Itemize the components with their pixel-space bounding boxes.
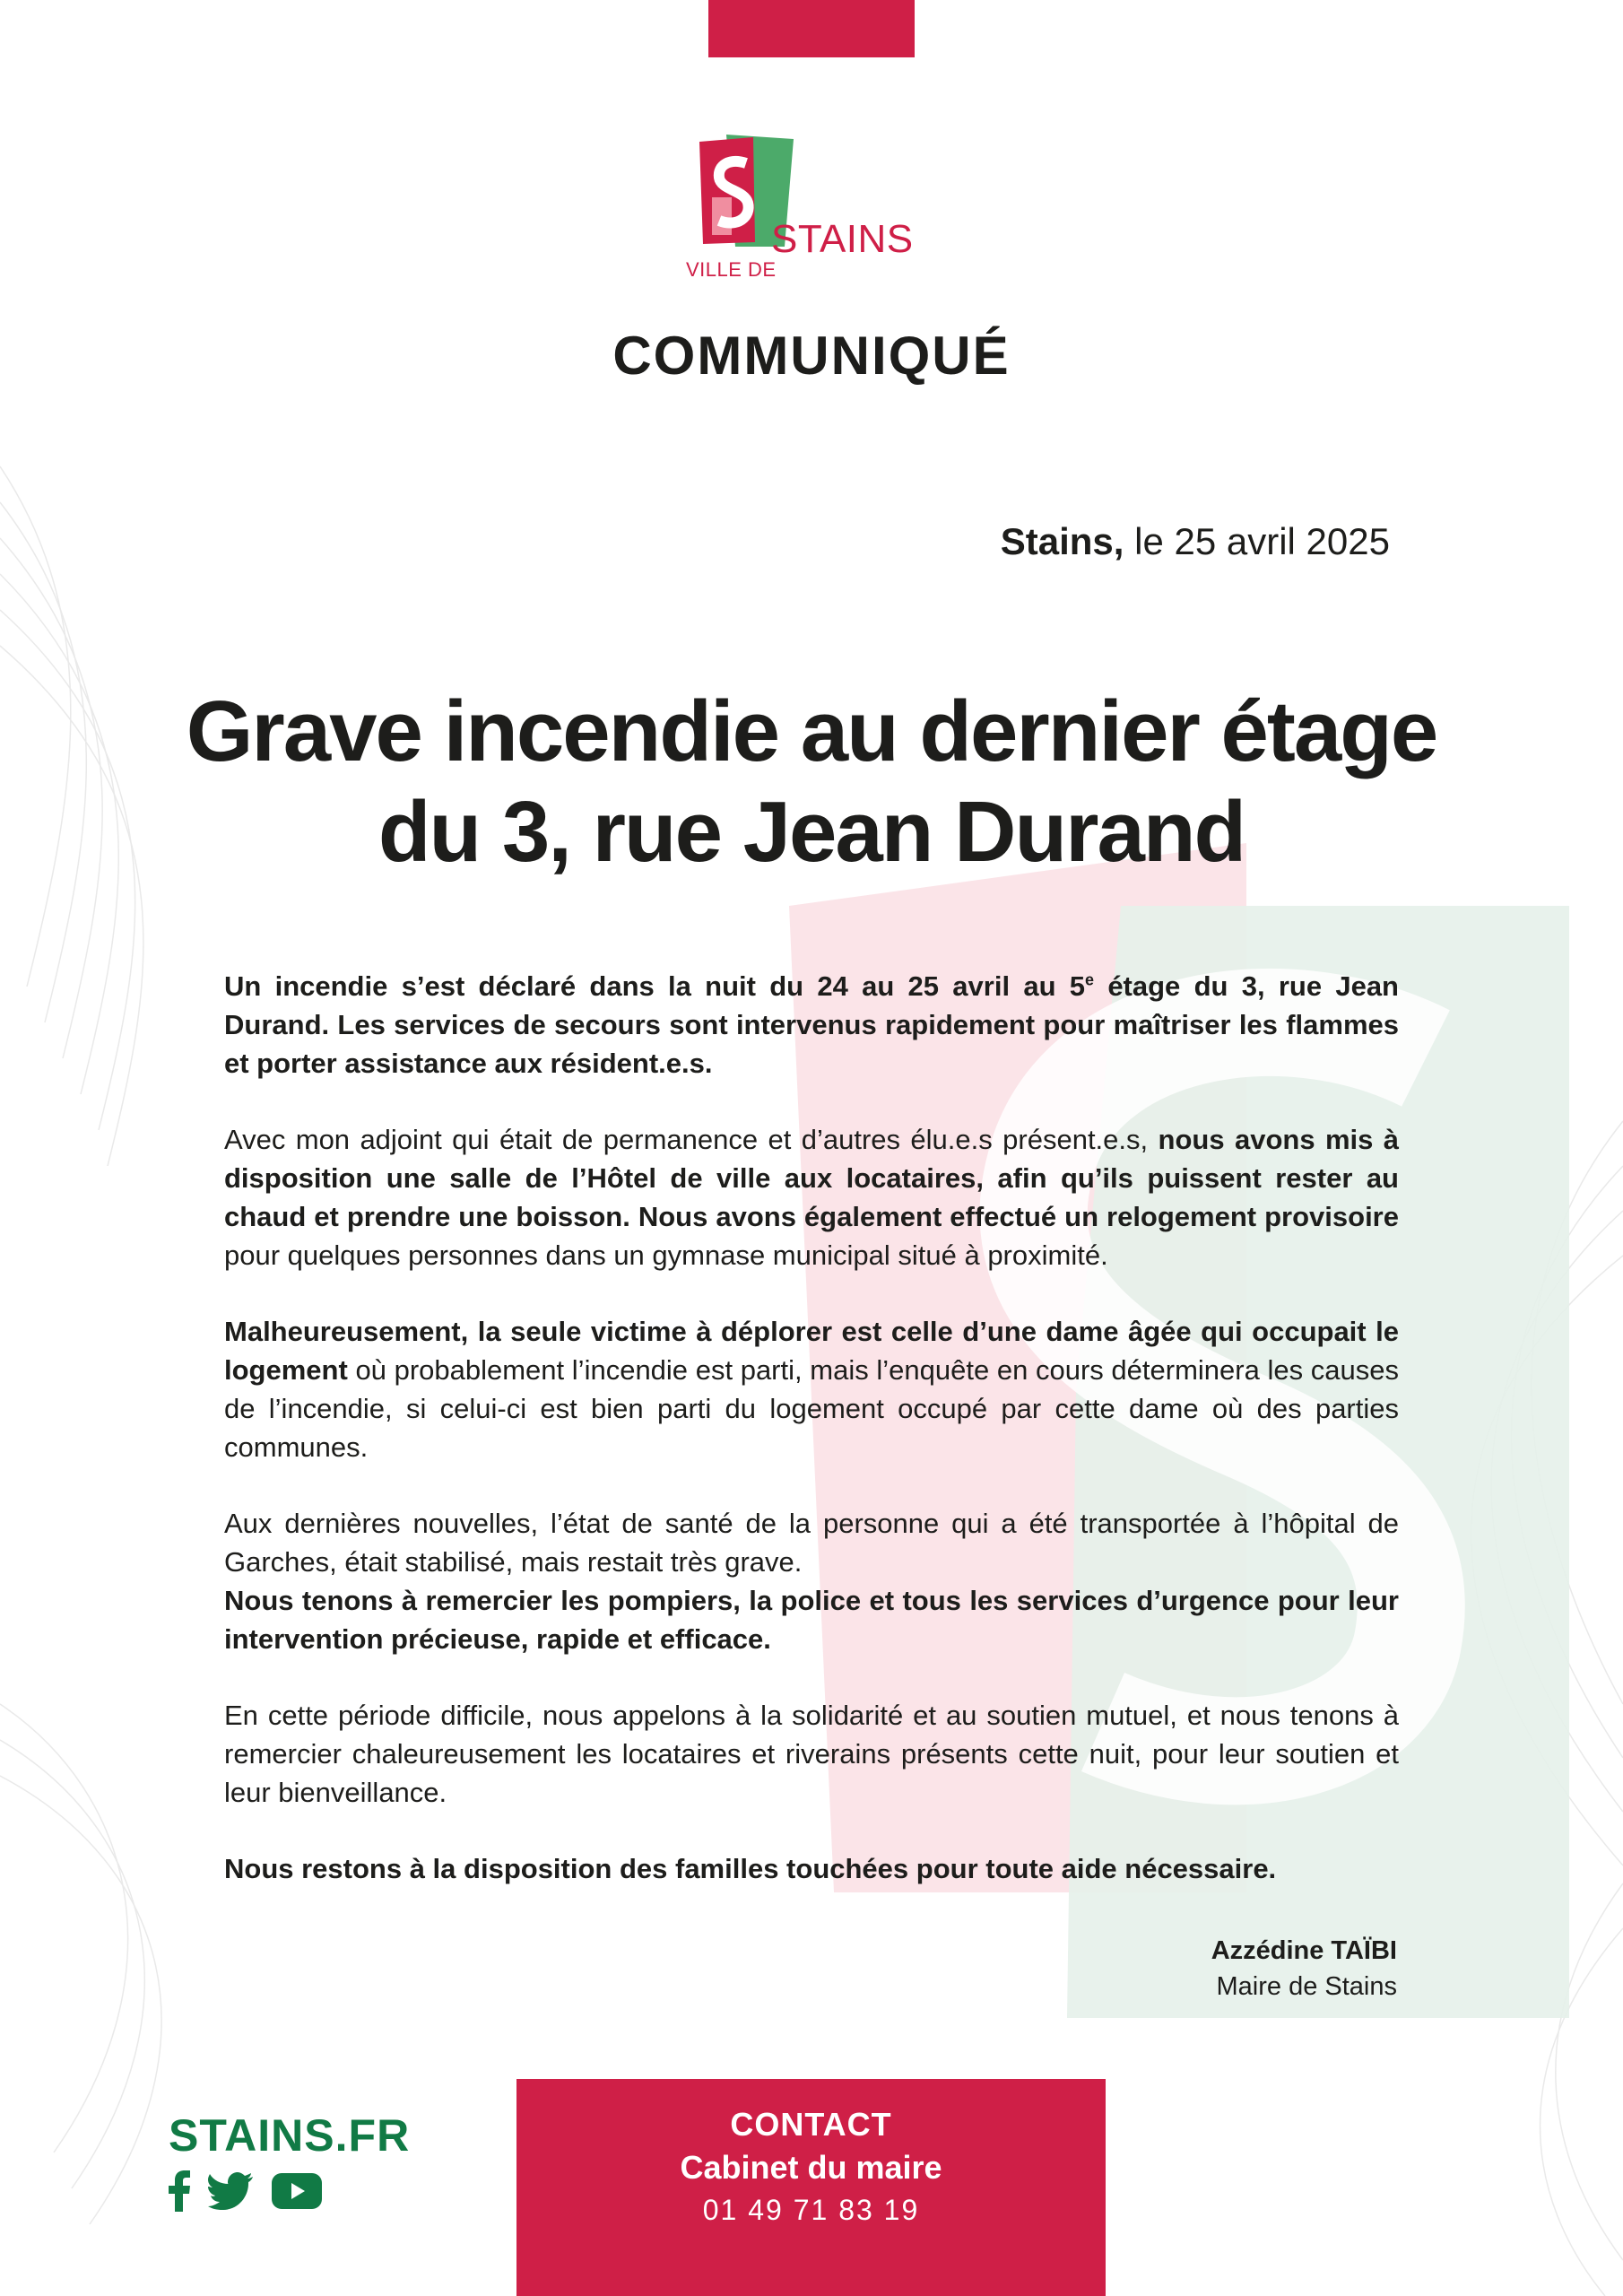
signature: [1211, 1933, 1397, 2005]
social-links: [169, 2170, 336, 2219]
title-line-2: du 3, rue Jean Durand: [378, 784, 1245, 880]
logo-stains: STAINS: [771, 217, 914, 261]
contact-phone[interactable]: 01 49 71 83 19: [702, 2194, 920, 2226]
dateline-date: le 25 avril 2025: [1134, 520, 1390, 562]
top-accent-bar: [708, 0, 915, 57]
website-link[interactable]: STAINS.FR: [169, 2110, 411, 2161]
press-title: [135, 682, 1488, 883]
contact-label: CONTACT: [730, 2106, 892, 2143]
contact-box: [516, 2079, 1106, 2296]
logo-ville-de: VILLE DE: [686, 258, 777, 281]
contact-office: Cabinet du maire: [680, 2149, 942, 2186]
dateline: [1001, 520, 1390, 563]
communique-heading: COMMUNIQUÉ: [612, 326, 1011, 386]
title-line-1: Grave incendie au dernier étage: [186, 683, 1437, 779]
paragraph-4: Aux dernières nouvelles, l’état de santé de la personne qui a été transportée à l’hôpital de Garches, était stabilisé, mais restait très grave. Nous tenons à remercier les pompiers, la police et tous les services d’urgence pour leur intervention précieuse, rapide et efficace.: [224, 1508, 1399, 1655]
paragraph-3: Malheureusement, la seule victime à déplorer est celle d’une dame âgée qui occupait le logement où probablement l’incendie est parti, mais l’enquête en cours déterminera les causes de l’incendie, si celui-ci est bien parti du logement occupé par cette dame où des parties communes.: [224, 1316, 1399, 1463]
dateline-place: Stains,: [1000, 520, 1124, 562]
twitter-icon[interactable]: [208, 2172, 253, 2214]
youtube-icon[interactable]: [272, 2173, 322, 2213]
press-body: [224, 967, 1399, 1926]
paragraph-6: Nous restons à la disposition des familles touchées pour toute aide nécessaire.: [224, 1853, 1277, 1884]
ville-de-stains-logo: [681, 135, 914, 287]
paragraph-1: Un incendie s’est déclaré dans la nuit du 24 au 25 avril au 5e étage du 3, rue Jean Durand. Les services de secours sont intervenus rapidement pour maîtriser les flammes et porter assistance aux résident.e.s.: [224, 970, 1399, 1079]
paragraph-5: En cette période difficile, nous appelons à la solidarité et au soutien mutuel, et nous tenons à remercier chaleureusement les locataires et riverains présents cette nuit, pour leur soutien et leur bienveillance.: [224, 1700, 1399, 1808]
facebook-icon[interactable]: [169, 2170, 190, 2216]
signature-role: Maire de Stains: [1216, 1972, 1397, 2001]
signature-name: Azzédine TAÏBI: [1211, 1936, 1397, 1965]
paragraph-2: Avec mon adjoint qui était de permanence et d’autres élu.e.s présent.e.s, nous avons mis à disposition une salle de l’Hôtel de ville aux locataires, afin qu’ils puissent rester au chaud et prendre une boisson. Nous avons également effectué un relogement provisoire pour quelques personnes dans un gymnase municipal situé à proximité.: [224, 1124, 1400, 1271]
